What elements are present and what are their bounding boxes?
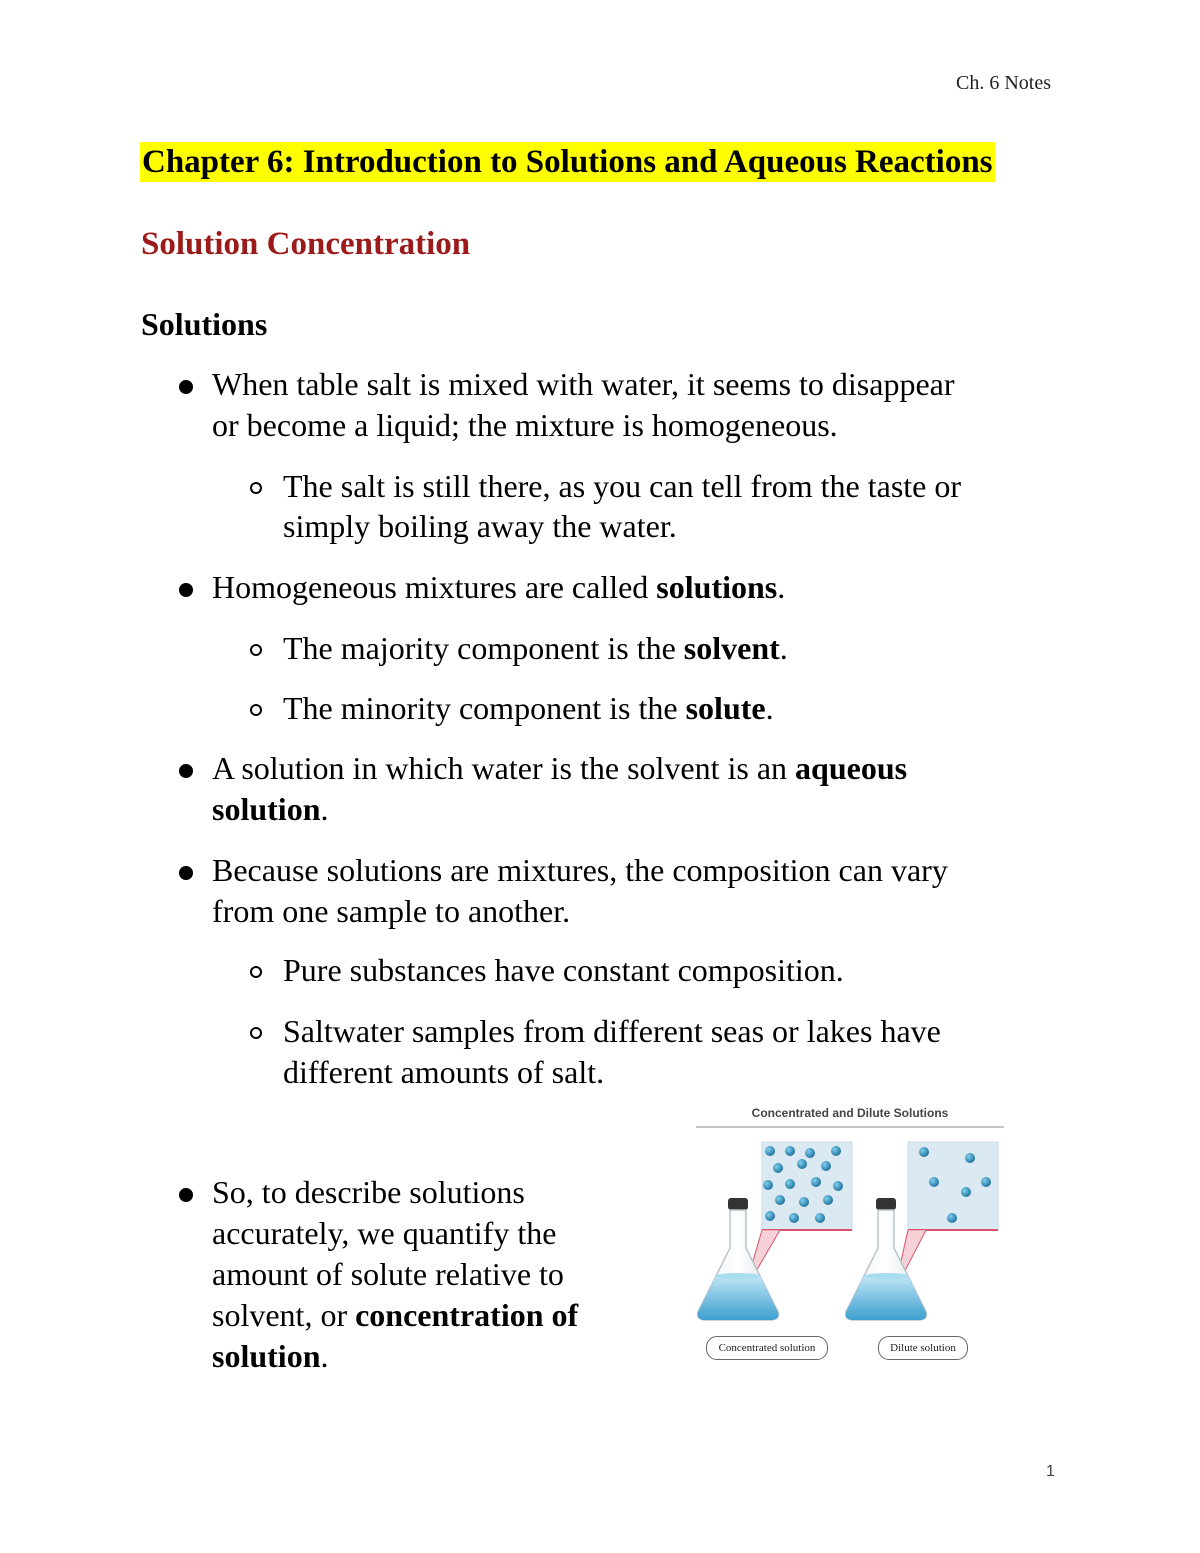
list-item-text: The minority component is the solute. xyxy=(283,690,774,726)
list-item-text: simply boiling away the water. xyxy=(283,508,677,544)
sub-bullet-icon xyxy=(250,966,262,978)
list-item-text: amount of solute relative to xyxy=(212,1256,564,1292)
list-item-text: different amounts of salt. xyxy=(283,1054,605,1090)
dilute-solution-label: Dilute solution xyxy=(878,1336,968,1360)
list-item-text: The salt is still there, as you can tell from the taste or xyxy=(283,468,962,504)
bullet-icon xyxy=(179,583,193,597)
subheading: Solutions xyxy=(141,306,268,342)
list-item-text: solution. xyxy=(212,1338,329,1374)
bullet-icon xyxy=(179,1188,193,1202)
list-item-text: or become a liquid; the mixture is homogeneous. xyxy=(212,407,838,443)
page-number: 1 xyxy=(1046,1463,1055,1480)
list-item-text: A solution in which water is the solvent is an aqueous xyxy=(212,750,908,786)
list-item-text: The majority component is the solvent. xyxy=(283,630,788,666)
list-item-text: Saltwater samples from different seas or lakes have xyxy=(283,1013,941,1049)
list-item-text: solvent, or concentration of xyxy=(212,1297,579,1333)
bullet-icon xyxy=(179,764,193,778)
concentrated-solution-label: Concentrated solution xyxy=(706,1336,828,1360)
sub-bullet-icon xyxy=(250,644,262,656)
sub-bullet-icon xyxy=(250,704,262,716)
chapter-title: Chapter 6: Introduction to Solutions and Aqueous Reactions xyxy=(142,144,993,180)
bullet-icon xyxy=(179,866,193,880)
list-item-text: accurately, we quantify the xyxy=(212,1215,557,1251)
list-item-text: Because solutions are mixtures, the composition can vary xyxy=(212,852,948,888)
list-item-text: from one sample to another. xyxy=(212,893,571,929)
list-item-text: Homogeneous mixtures are called solutions. xyxy=(212,569,786,605)
flask-illustration xyxy=(690,1100,1020,1340)
list-item-text: Pure substances have constant composition. xyxy=(283,952,844,988)
sub-bullet-icon xyxy=(250,482,262,494)
running-header: Ch. 6 Notes xyxy=(956,72,1051,94)
list-item-text: So, to describe solutions xyxy=(212,1174,525,1210)
sub-bullet-icon xyxy=(250,1027,262,1039)
bullet-icon xyxy=(179,380,193,394)
figure-title: Concentrated and Dilute Solutions xyxy=(751,1106,949,1120)
list-item-text: solution. xyxy=(212,791,329,827)
list-item-text: When table salt is mixed with water, it seems to disappear xyxy=(212,366,955,402)
section-heading: Solution Concentration xyxy=(141,226,471,262)
concentration-figure xyxy=(690,1100,1020,1380)
